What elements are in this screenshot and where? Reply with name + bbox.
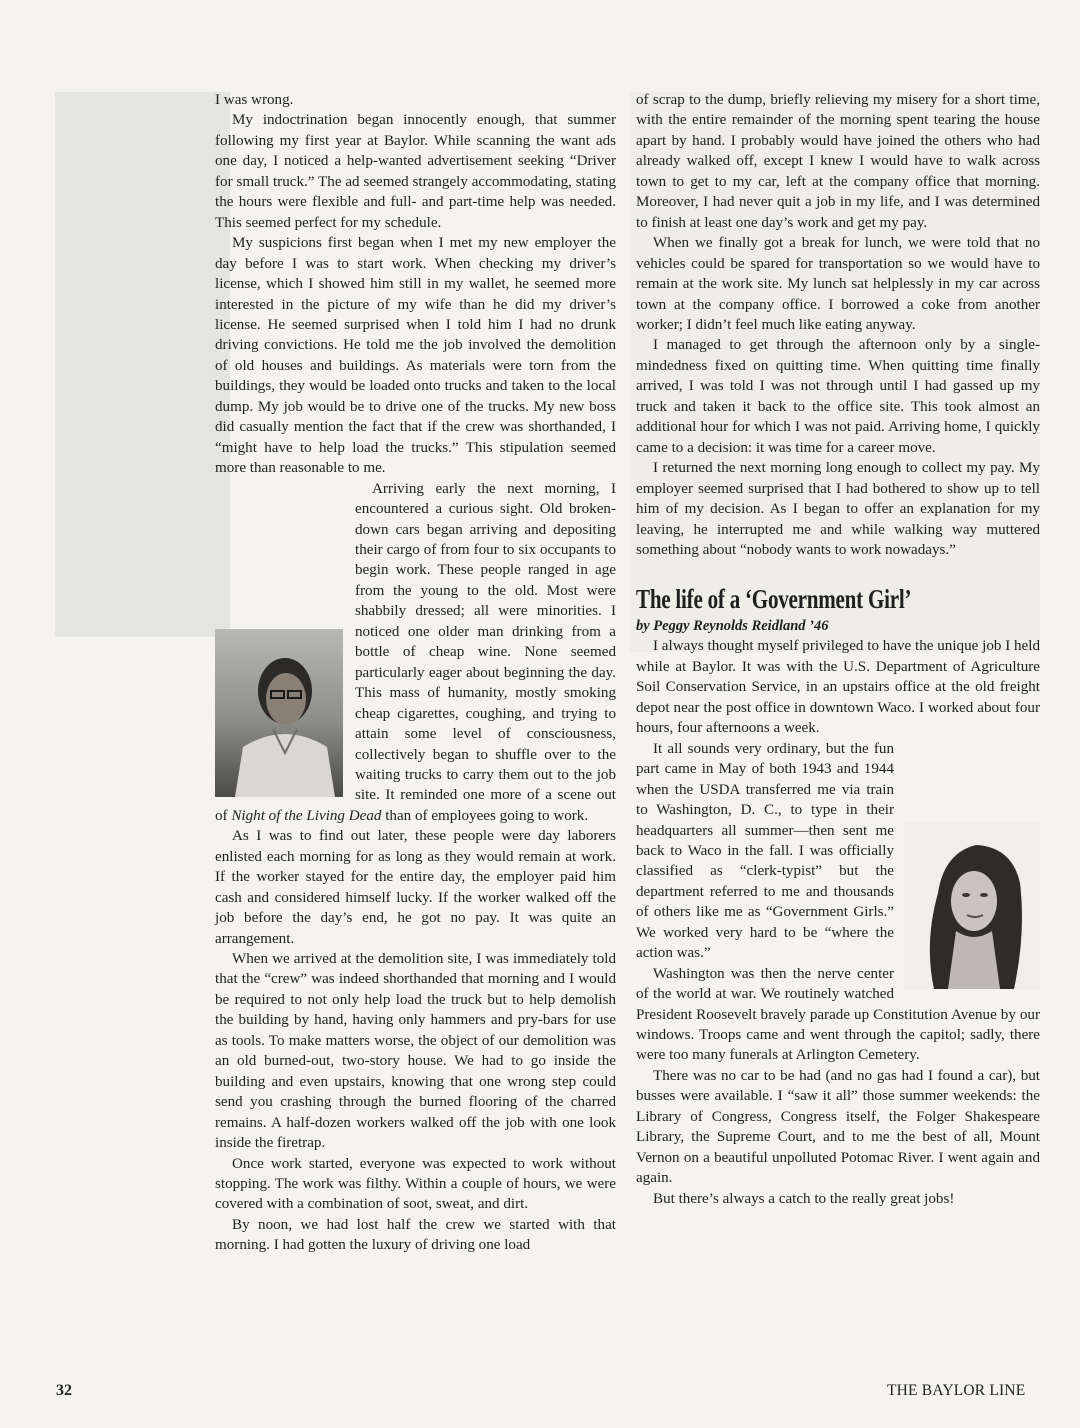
page-number: 32: [56, 1382, 72, 1399]
paragraph: When we arrived at the demolition site, I was immediately told that the “crew” was indeed shorthanded that morning and I would be required to not only help load the truck but to help demolish the building by hand, having only hammers and pry-bars for use as tools. To make matters worse, the object of our demolition was an old burned-out, two-story house. We had to go inside the building and even upstairs, knowing that one wrong step could send you crashing through the burned flooring of the charred remains. A half-dozen workers walked off the job with one look inside the firetrap.: [215, 951, 616, 1152]
author-photo-woman: [904, 823, 1040, 989]
paragraph: By noon, we had lost half the crew we started with that morning. I had gotten the luxury of driving one load: [215, 1216, 616, 1254]
right-column: [636, 90, 1040, 1209]
paragraph: It all sounds very ordinary, but the fun part came in May of both 1943 and 1944 when the USDA transferred me via train to Washington, D. C., to type in their headquarters all summer—then sent me back to Waco in the fall. I was officially classified as “clerk-typist” but the department referred to me and thousands of others like me as “Government Girls.” We worked very hard to be “where the action was.”: [636, 740, 894, 962]
magazine-name: THE BAYLOR LINE: [887, 1382, 1026, 1399]
byline: by Peggy Reynolds Reidland ’46: [636, 618, 829, 635]
paragraph: Once work started, everyone was expected to work without stopping. The work was filthy. Within a couple of hours, we were covered with a combination of soot, sweat, and dirt.: [215, 1155, 616, 1213]
paragraph: When we finally got a break for lunch, we were told that no vehicles could be spared for transportation so we would have to remain at the work site. My lunch sat helplessly in my car across town at the company office. I borrowed a coke from another worker; I didn’t feel much like eating anyway.: [636, 235, 1040, 333]
paragraph: Arriving early the next morning, I encountered a curious sight. Old broken-down cars began arriving and depositing their cargo of from four to six occupants to begin work. These people ranged in age from the young to the old. Most were shabbily dressed; all were minorities. I noticed one older man drinking from a bottle of cheap wine. None seemed particularly eager about beginning the day. This mass of humanity, mostly smoking cheap cigarettes, coughing, and trying to attain some level of consciousness, collectively began to shuffle over to the waiting trucks to carry them out to the job site. It reminded one more of a scene out of Night of the Living Dead than of employees going to work.: [215, 480, 616, 824]
paragraph: My indoctrination began innocently enough, that summer following my first year at Baylor. While scanning the want ads one day, I noticed a help-wanted advertisement seeking “Driver for small truck.” The ad seemed strangely accommodating, stating the hours were flexible and full- and part-time help was needed. This seemed perfect for my schedule.: [215, 112, 616, 231]
paragraph: I always thought myself privileged to have the unique job I held while at Baylor. It was with the U.S. Department of Agriculture Soil Conservation Service, in an upstairs office at the old freight depot near the post office in downtown Waco. I worked about four hours, four afternoons a week.: [636, 638, 1040, 737]
paragraph: There was no car to be had (and no gas had I found a car), but busses were available. I “saw it all” those summer weekends: the Library of Congress, Congress itself, the Folger Shakespeare Library, the Supreme Court, and to me the best of all, Mount Vernon on a beautiful unpolluted Potomac River. I went again and again.: [636, 1067, 1040, 1187]
paragraph: As I was to find out later, these people were day laborers enlisted each morning for as long as they would remain at work. If the worker stayed for the entire day, the employer paid him cash and considered himself lucky. If the worker walked off the job before the day’s end, he got no pay. It was quite an arrangement.: [215, 828, 616, 947]
paragraph: of scrap to the dump, briefly relieving my misery for a short time, with the entire remainder of the morning spent tearing the house apart by hand. I probably would have joined the others who had already walked off, except I knew I would have to walk across town to get to my car, left at the company office that morning. Moreover, I had never quit a job in my life, and I was determined to finish at least one day’s work and get my pay.: [636, 92, 1040, 231]
article-headline: The life of a ‘Government Girl’: [636, 584, 912, 615]
bleed-through-shade: [55, 92, 230, 637]
paragraph: I returned the next morning long enough to collect my pay. My employer seemed surprised that I had bothered to show up to tell him of my decision. As I began to offer an explanation for my leaving, he interrupted me and while walking way muttered something about “nobody wants to work nowadays.”: [636, 460, 1040, 558]
paragraph: Washington was then the nerve center of the world at war. We routinely watched President Roosevelt bravely parade up Constitution Avenue by our windows. Troops came and went through the capitol; sadly, there were too many funerals at Arlington Cemetery.: [636, 965, 1040, 1064]
paragraph: My suspicions first began when I met my new employer the day before I was to start work. When checking my driver’s license, which I showed him still in my wallet, he seemed more interested in the picture of my wife than he did my driver’s license. He seemed surprised when I told him I had no drunk driving convictions. He told me the job involved the demolition of old houses and buildings. As materials were torn from the buildings, they would be loaded onto trucks and taken to the local dump. My job would be to drive one of the trucks. My new boss did casually mention the fact that if the crew was shorthanded, I “might have to help load the trucks.” This stipulation seemed more than reasonable to me.: [215, 235, 616, 477]
paragraph: I was wrong.: [215, 92, 294, 108]
left-column: [215, 90, 616, 1256]
author-photo-man: [215, 629, 343, 797]
paragraph: But there’s always a catch to the really great jobs!: [653, 1190, 955, 1207]
paragraph: I managed to get through the afternoon only by a single-mindedness fixed on quitting time. When quitting time finally arrived, I was told I was not through until I had gassed up my truck and taken it back to the office site. This took almost an additional hour for which I was not paid. Arriving home, I quickly came to a decision: it was time for a career move.: [636, 337, 1040, 456]
